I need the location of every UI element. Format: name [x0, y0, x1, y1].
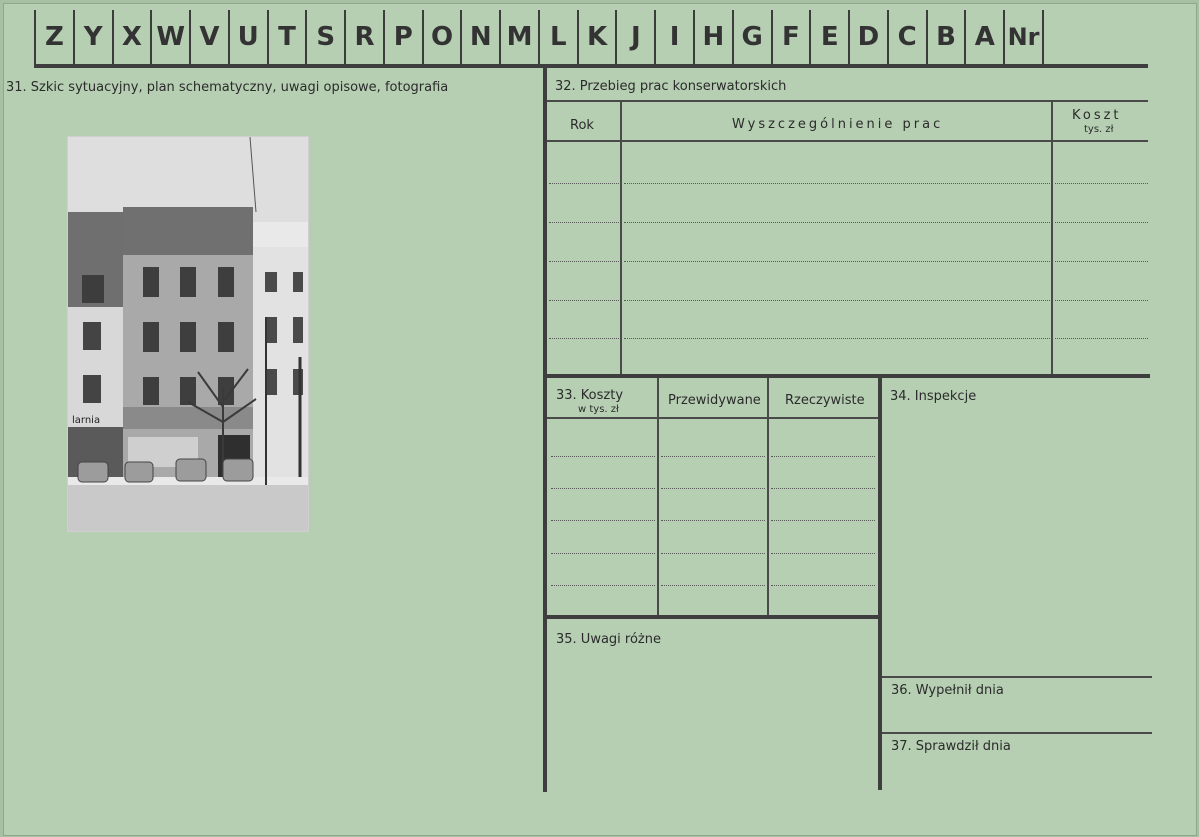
dotted-entry-line: [771, 585, 875, 586]
dotted-entry-line: [1055, 222, 1148, 223]
section-31-label: 31. Szkic sytuacyjny, plan schematyczny, uwagi opisowe, fotografia: [6, 80, 449, 95]
dotted-entry-line: [549, 261, 619, 262]
letter-cell-b: B: [926, 10, 965, 64]
dotted-entry-line: [661, 488, 765, 489]
section-34-label: 34. Inspekcje: [890, 389, 977, 404]
dotted-entry-line: [661, 553, 765, 554]
dotted-entry-line: [771, 488, 875, 489]
table33-header-rule: [547, 417, 878, 419]
dotted-entry-line: [549, 183, 619, 184]
dotted-entry-line: [551, 520, 655, 521]
dotted-entry-line: [551, 585, 655, 586]
col-koszt-header: Koszt: [1072, 108, 1122, 123]
dotted-entry-line: [1055, 338, 1148, 339]
dotted-entry-line: [771, 520, 875, 521]
letter-cell-d: D: [848, 10, 887, 64]
dotted-entry-line: [661, 456, 765, 457]
shop-sign-text: larnia: [72, 415, 101, 426]
section-33-unit: w tys. zł: [578, 404, 619, 415]
dotted-entry-line: [771, 553, 875, 554]
letter-cell-nr: Nr: [1003, 10, 1044, 64]
table32-col-divider-2: [1051, 102, 1053, 376]
section-35-label: 35. Uwagi różne: [556, 632, 661, 647]
dotted-entry-line: [1055, 183, 1148, 184]
table32-col-divider-1: [620, 102, 622, 376]
dotted-entry-line: [551, 553, 655, 554]
col-wyszczegolnienie-header: Wyszczególnienie prac: [732, 117, 944, 132]
col-rok-header: Rok: [570, 118, 594, 133]
dotted-entry-line: [549, 222, 619, 223]
letter-cell-v: V: [189, 10, 228, 64]
dotted-entry-line: [661, 585, 765, 586]
letter-cell-z: Z: [34, 10, 73, 64]
table33-col-divider-1: [657, 378, 659, 616]
header-rule: [34, 64, 1148, 68]
dotted-entry-line: [624, 183, 1050, 184]
dotted-entry-line: [624, 338, 1050, 339]
letter-index-row: [34, 10, 1044, 64]
letter-cell-x: X: [112, 10, 151, 64]
dotted-entry-line: [624, 261, 1050, 262]
letter-cell-j: J: [615, 10, 654, 64]
dotted-entry-line: [549, 338, 619, 339]
section-36-label: 36. Wypełnił dnia: [891, 683, 1004, 698]
letter-cell-n: N: [460, 10, 499, 64]
letter-cell-w: W: [150, 10, 189, 64]
letter-cell-f: F: [771, 10, 810, 64]
col-rzeczywiste-header: Rzeczywiste: [785, 393, 865, 408]
col-koszt-unit: tys. zł: [1084, 124, 1114, 135]
table32-header-rule: [547, 140, 1148, 142]
table32-top-rule: [547, 100, 1148, 102]
dotted-entry-line: [1055, 300, 1148, 301]
section-33-label: 33. Koszty: [556, 388, 624, 403]
section-37-label: 37. Sprawdził dnia: [891, 739, 1011, 754]
letter-cell-o: O: [422, 10, 461, 64]
section-36-top-rule: [882, 676, 1152, 678]
section-33-bottom-rule: [547, 615, 878, 619]
dotted-entry-line: [549, 300, 619, 301]
letter-cell-y: Y: [73, 10, 112, 64]
letter-cell-m: M: [499, 10, 538, 64]
col-przewidywane-header: Przewidywane: [668, 393, 761, 408]
letter-cell-a: A: [964, 10, 1003, 64]
right-divider: [878, 378, 882, 790]
section-32-bottom-rule: [547, 374, 1150, 378]
dotted-entry-line: [771, 456, 875, 457]
letter-cell-h: H: [693, 10, 732, 64]
table33-col-divider-2: [767, 378, 769, 616]
dotted-entry-line: [551, 488, 655, 489]
dotted-entry-line: [624, 222, 1050, 223]
main-divider: [543, 68, 547, 792]
dotted-entry-line: [661, 520, 765, 521]
letter-cell-u: U: [228, 10, 267, 64]
letter-cell-e: E: [809, 10, 848, 64]
dotted-entry-line: [1055, 261, 1148, 262]
building-photograph: [67, 136, 309, 532]
letter-cell-c: C: [887, 10, 926, 64]
letter-cell-s: S: [305, 10, 344, 64]
letter-cell-g: G: [732, 10, 771, 64]
section-32-label: 32. Przebieg prac konserwatorskich: [555, 79, 787, 94]
letter-cell-t: T: [267, 10, 306, 64]
letter-cell-r: R: [344, 10, 383, 64]
letter-cell-k: K: [577, 10, 616, 64]
letter-cell-l: L: [538, 10, 577, 64]
section-37-top-rule: [882, 732, 1152, 734]
dotted-entry-line: [551, 456, 655, 457]
letter-cell-p: P: [383, 10, 422, 64]
dotted-entry-line: [624, 300, 1050, 301]
letter-cell-i: I: [654, 10, 693, 64]
